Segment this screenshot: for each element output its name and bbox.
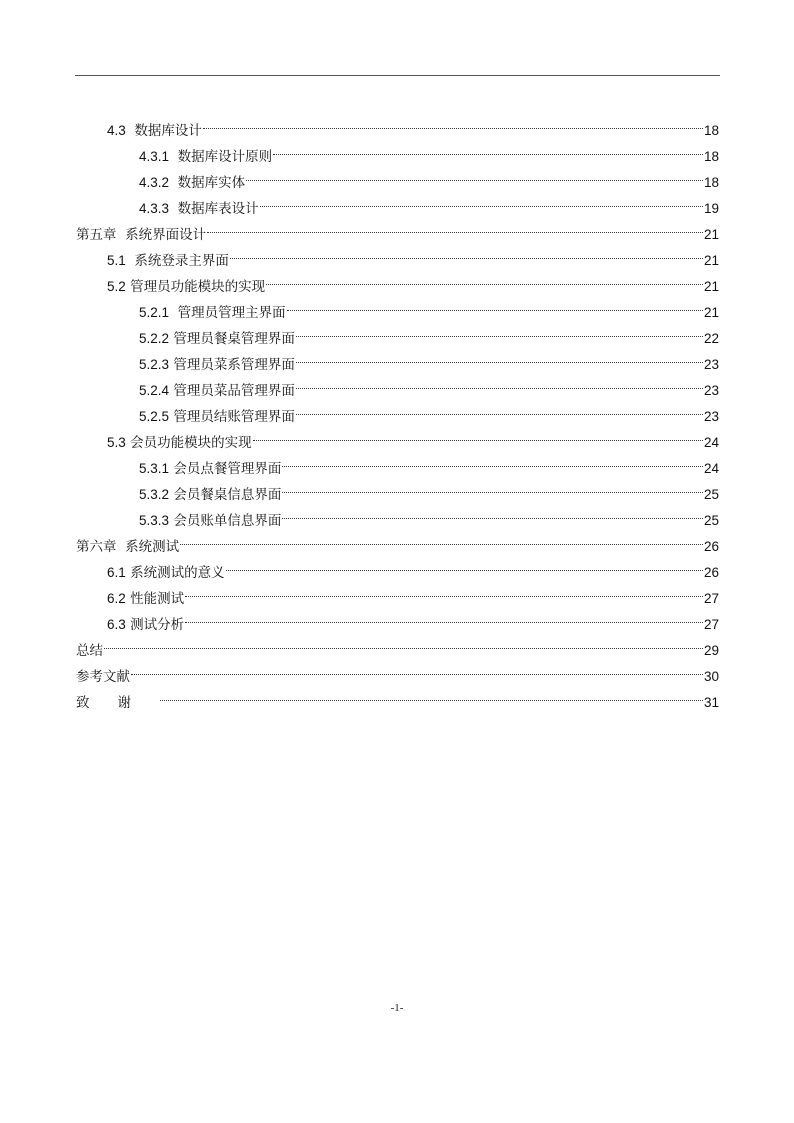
table-of-contents [76,118,719,716]
toc-entry-label: 5.2.4 管理员菜品管理界面 [139,383,295,399]
toc-entry-5-2-2[interactable] [76,326,719,352]
toc-entry-5-2[interactable] [76,274,719,300]
toc-entry-chapter-6[interactable] [76,534,719,560]
toc-page-number: 18 [703,149,719,164]
toc-entry-5-3[interactable] [76,430,719,456]
toc-entry-label: 第六章 系统测试 [76,539,180,555]
toc-page-number: 22 [703,331,719,346]
toc-entry-label: 6.1 系统测试的意义 [107,565,225,581]
toc-page-number: 23 [703,383,719,398]
toc-leader-dots [203,127,703,129]
toc-entry-label: 5.3.3 会员账单信息界面 [139,513,282,529]
toc-page-number: 18 [703,123,719,138]
toc-page-number: 29 [703,643,719,658]
toc-page-number: 27 [703,617,719,632]
toc-entry-acknowledgements[interactable] [76,690,719,716]
toc-leader-dots [104,647,703,649]
toc-leader-dots [266,283,703,285]
toc-entry-label: 6.2 性能测试 [107,591,185,607]
toc-page-number: 21 [703,279,719,294]
toc-page-number: 27 [703,591,719,606]
toc-entry-label: 第五章 系统界面设计 [76,227,207,243]
toc-leader-dots [246,179,703,181]
toc-leader-dots [160,699,703,701]
toc-leader-dots [131,673,703,675]
toc-leader-dots [230,257,703,259]
toc-entry-4-3[interactable] [76,118,719,144]
toc-entry-5-2-1[interactable] [76,300,719,326]
toc-entry-chapter-5[interactable] [76,222,719,248]
toc-leader-dots [185,621,703,623]
toc-leader-dots [282,517,703,519]
toc-entry-5-2-5[interactable] [76,404,719,430]
toc-page-number: 24 [703,435,719,450]
toc-page-number: 30 [703,669,719,684]
toc-leader-dots [226,569,703,571]
toc-entry-label: 致谢 [76,695,159,711]
toc-entry-6-2[interactable] [76,586,719,612]
toc-entry-label: 5.2.5 管理员结账管理界面 [139,409,295,425]
toc-leader-dots [296,335,703,337]
toc-page-number: 31 [703,695,719,710]
toc-entry-label: 5.2 管理员功能模块的实现 [107,279,266,295]
toc-entry-5-3-1[interactable] [76,456,719,482]
toc-leader-dots [296,387,703,389]
toc-entry-5-2-4[interactable] [76,378,719,404]
toc-entry-label: 5.2.1 管理员管理主界面 [139,305,286,321]
header-rule [75,75,720,76]
toc-page-number: 25 [703,487,719,502]
toc-page-number: 26 [703,539,719,554]
toc-page-number: 25 [703,513,719,528]
toc-leader-dots [273,153,703,155]
toc-entry-6-1[interactable] [76,560,719,586]
toc-page-number: 19 [703,201,719,216]
toc-leader-dots [180,543,703,545]
toc-page-number: 23 [703,409,719,424]
toc-leader-dots [296,361,703,363]
toc-leader-dots [282,465,703,467]
toc-leader-dots [260,205,703,207]
toc-entry-5-3-3[interactable] [76,508,719,534]
toc-leader-dots [282,491,703,493]
toc-entry-label: 4.3.1 数据库设计原则 [139,149,273,165]
toc-entry-summary[interactable] [76,638,719,664]
toc-entry-label: 4.3.3 数据库表设计 [139,201,259,217]
toc-entry-label: 参考文献 [76,669,130,685]
toc-page-number: 18 [703,175,719,190]
toc-entry-references[interactable] [76,664,719,690]
toc-entry-label: 5.3.2 会员餐桌信息界面 [139,487,282,503]
toc-page-number: 21 [703,305,719,320]
toc-entry-4-3-2[interactable] [76,170,719,196]
toc-leader-dots [185,595,703,597]
toc-entry-label: 5.2.3 管理员菜系管理界面 [139,357,295,373]
toc-entry-label: 4.3.2 数据库实体 [139,175,246,191]
toc-entry-label: 6.3 测试分析 [107,617,185,633]
toc-entry-label: 5.3.1 会员点餐管理界面 [139,461,282,477]
toc-entry-label: 5.3 会员功能模块的实现 [107,435,252,451]
page-number-footer: -1- [390,1002,404,1014]
toc-entry-5-2-3[interactable] [76,352,719,378]
toc-entry-label: 5.2.2 管理员餐桌管理界面 [139,331,295,347]
toc-leader-dots [287,309,703,311]
toc-page-number: 24 [703,461,719,476]
toc-entry-label: 4.3 数据库设计 [107,123,202,139]
toc-entry-label: 总结 [76,643,103,659]
toc-entry-6-3[interactable] [76,612,719,638]
toc-page-number: 21 [703,227,719,242]
toc-page-number: 21 [703,253,719,268]
toc-entry-5-1[interactable] [76,248,719,274]
toc-page-number: 26 [703,565,719,580]
toc-entry-4-3-1[interactable] [76,144,719,170]
toc-leader-dots [207,231,703,233]
toc-entry-4-3-3[interactable] [76,196,719,222]
toc-leader-dots [253,439,703,441]
toc-leader-dots [296,413,703,415]
toc-entry-5-3-2[interactable] [76,482,719,508]
toc-page-number: 23 [703,357,719,372]
toc-entry-label: 5.1 系统登录主界面 [107,253,229,269]
